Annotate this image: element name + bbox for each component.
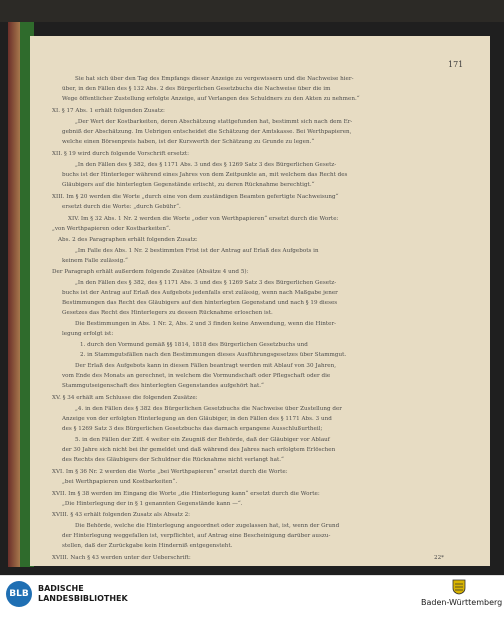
text-line: 2. in Stammgutsfällen nach den Bestimmungen dieses Ausführungsgesetzes über Stammgut. bbox=[80, 352, 347, 358]
text-line: Bestimmungen das Recht des Gläubigers auf den hinterlegten Gegenstand und nach § 19 dieses bbox=[62, 300, 338, 306]
library-name-line1: BADISCHE bbox=[38, 584, 84, 593]
signature-mark: 22* bbox=[434, 555, 444, 561]
book-cover-top bbox=[0, 0, 504, 22]
text-line: XVI. Im § 36 Nr. 2 werden die Worte „bei Werthpapieren“ ersetzt durch die Worte: bbox=[52, 469, 288, 475]
text-line: „In den Fällen des § 382, des § 1171 Abs. 3 und des § 1269 Satz 3 des Bürgerlichen Gesetz- bbox=[75, 162, 337, 168]
text-line: „Die Hinterlegung der in § 1 genannten Gegenstände kann —“. bbox=[62, 501, 243, 507]
text-line: 1. durch den Vormund gemäß §§ 1814, 1818 des Bürgerlichen Gesetzbuchs und bbox=[80, 342, 308, 348]
text-line: 5. in den Fällen der Ziff. 4 weiter ein Zeugniß der Behörde, daß der Gläubiger vor Ablauf bbox=[75, 437, 330, 443]
text-line: XVIII. § 43 erhält folgenden Zusatz als Absatz 2: bbox=[52, 512, 191, 518]
text-line: Die Behörde, welche die Hinterlegung angeordnet oder zugelassen hat, ist, wenn der Grund bbox=[75, 523, 340, 529]
blb-logo[interactable]: BLB bbox=[6, 581, 32, 607]
text-line: Der Erlaß des Aufgebots kann in diesen Fällen beantragt werden mit Ablauf von 30 Jahren, bbox=[75, 363, 337, 369]
coat-of-arms-icon bbox=[452, 579, 466, 595]
text-line: Gläubigers auf die hinterlegten Gegenstände erlischt, zu deren Rücknahme berechtigt.“ bbox=[62, 182, 315, 188]
text-line: Der Paragraph erhält außerdem folgende Zusätze (Absätze 4 und 5): bbox=[52, 269, 249, 275]
text-line: buchs ist der Antrag auf Erlaß des Aufgebots jedenfalls erst zulässig, wenn nach Maßgabe jener bbox=[62, 290, 338, 296]
text-line: keinem Falle zulässig.“ bbox=[62, 258, 128, 264]
text-line: XIII. Im § 20 werden die Worte „durch eine von dem zuständigen Beamten gefertigte Nachweisung“ bbox=[52, 194, 339, 200]
text-line: Abs. 2 des Paragraphen erhält folgenden Zusatz: bbox=[58, 237, 198, 243]
text-line: XV. § 34 erhält am Schlusse die folgenden Zusätze: bbox=[52, 395, 198, 401]
text-line: über, in den Fällen des § 132 Abs. 2 des Bürgerlichen Gesetzbuchs die Nachweise über die im bbox=[62, 86, 331, 92]
text-line: des § 1269 Satz 3 des Bürgerlichen Gesetzbuchs das darnach ergangene Ausschlußurtheil; bbox=[62, 426, 323, 432]
text-line: des Rechts des Gläubigers der Schuldner die Rücknahme nicht verlangt hat.“ bbox=[62, 457, 284, 463]
text-line: XVII. Im § 38 werden im Eingang die Worte „die Hinterlegung kann“ ersetzt durch die Worte: bbox=[52, 491, 320, 497]
text-line: Sie hat sich über den Tag des Empfangs dieser Anzeige zu vergewissern und die Nachweise hier- bbox=[75, 76, 354, 82]
text-line: XVIII. Nach § 43 werden unter der Ueberschrift: bbox=[52, 555, 191, 561]
text-line: ersetzt durch die Worte: „durch Gebühr“. bbox=[62, 204, 181, 210]
text-line: XII. § 19 wird durch folgende Vorschrift ersetzt: bbox=[52, 151, 190, 157]
text-line: Stammgutseigenschaft des hinterlegten Gegenstandes aufgehört hat.“ bbox=[62, 383, 264, 389]
text-line: Anzeige von der erfolgten Hinterlegung an den Gläubiger, in den Fällen des § 1171 Abs. 3 und bbox=[62, 416, 332, 422]
text-line: gebniß der Abschätzung. Im Uebrigen entscheidet die Schätzung der Amtskasse. Bei Werthpapieren, bbox=[62, 129, 352, 135]
text-line: stellen, daß der Zurückgabe kein Hinderniß entgegensteht. bbox=[62, 543, 233, 549]
text-line: buchs ist der Hinterleger während eines Jahres von dem Zeitpunkte an, mit welchem das Recht des bbox=[62, 172, 348, 178]
text-line: „4. in den Fällen des § 382 des Bürgerlichen Gesetzbuchs die Nachweise über Zustellung der bbox=[75, 406, 342, 412]
text-line: „Im Falle des Abs. 1 Nr. 2 bestimmten Frist ist der Antrag auf Erlaß des Aufgebots in bbox=[75, 248, 319, 254]
text-line: XIV. Im § 32 Abs. 1 Nr. 2 werden die Worte „oder von Werthpapieren“ ersetzt durch die Worte: bbox=[68, 216, 339, 222]
library-name-line2: LANDESBIBLIOTHEK bbox=[38, 594, 128, 603]
text-line: „In den Fällen des § 382, des § 1171 Abs. 3 und des § 1269 Satz 3 des Bürgerlichen Gesetz- bbox=[75, 280, 337, 286]
text-line: vom Ende des Monats an gerechnet, in welchem die Vormundschaft oder Pflegschaft oder die bbox=[62, 373, 331, 379]
text-line: der 30 Jahre sich nicht bei ihr gemeldet und daß während des Jahres nach erfolgtem Erlöschen bbox=[62, 447, 336, 453]
text-line: XI. § 17 Abs. 1 erhält folgenden Zusatz: bbox=[52, 108, 165, 114]
text-line: „Der Wert der Kostbarkeiten, deren Abschätzung stattgefunden hat, bestimmt sich nach dem Er- bbox=[75, 119, 353, 125]
text-line: Wege öffentlicher Zustellung erfolgte Anzeige, auf Verlangen des Schuldners zu den Akten zu nehmen.“ bbox=[62, 96, 360, 102]
text-line: Gesetzes das Recht des Hinterlegers zu dessen Rücknahme erloschen ist. bbox=[62, 310, 273, 316]
text-line: Die Bestimmungen in Abs. 1 Nr. 2, Abs. 2 und 3 finden keine Anwendung, wenn die Hinter- bbox=[75, 321, 337, 327]
text-line: „von Werthpapieren oder Kostbarkeiten“. bbox=[52, 226, 171, 232]
page-number: 171 bbox=[448, 60, 464, 69]
text-line: „bei Werthpapieren und Kostbarkeiten“. bbox=[62, 479, 178, 485]
state-name[interactable]: Baden-Württemberg bbox=[421, 598, 503, 607]
library-name[interactable] bbox=[38, 584, 128, 604]
text-line: der Hinterlegung weggefallen ist, verpflichtet, auf Antrag eine Bescheinigung darüber auszu- bbox=[62, 533, 331, 539]
text-line: welche einen Börsenpreis haben, ist der Kurswerth der Schätzung zu Grunde zu legen.“ bbox=[62, 139, 315, 145]
text-line: legung erfolgt ist: bbox=[62, 331, 114, 337]
